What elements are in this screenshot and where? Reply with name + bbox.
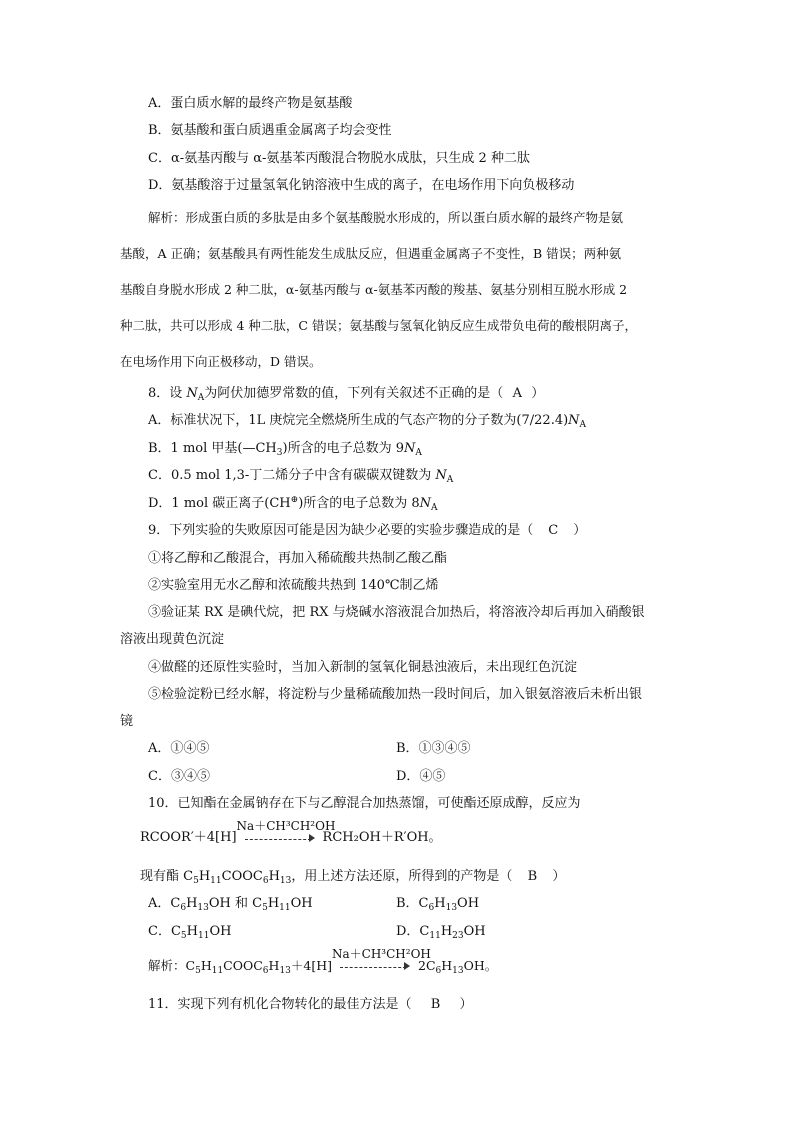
q8-stem: 8．设 $N_A$为阿伏加德罗常数的值，下列有关叙述不正确的是（ A ）: [148, 386, 545, 403]
q9-item-5: ⑤检验淀粉已经水解，将淀粉与少量稀硫酸加热一段时间后，加入银氨溶液后未析出银: [148, 687, 643, 702]
q7-explanation-line-5: 在电场作用下向正极移动，D 错误。: [120, 354, 322, 369]
q7-option-a: A．蛋白质水解的最终产物是氨基酸: [148, 96, 353, 111]
q9-item-5-cont: 镜: [120, 714, 134, 729]
q7-option-b: B．氨基酸和蛋白质遇重金属离子均会变性: [148, 123, 392, 138]
q11-stem: 11．实现下列有机化合物转化的最佳方法是（ B ）: [148, 997, 473, 1012]
q9-item-3: ③验证某 RX 是碘代烷，把 RX 与烧碱水溶液混合加热后，将溶液冷却后再加入硝酸银: [148, 605, 645, 620]
q7-explanation-line-2: 基酸，A 正确；氨基酸具有两性能发生成肽反应，但遇重金属离子不变性，B 错误；两种氨: [120, 246, 622, 261]
q10-equation: RCOOR′＋4[H] Na＋CH³CH²OH RCH₂OH＋R′OH。: [140, 819, 442, 845]
q9-option-d: D．④⑤: [396, 769, 446, 784]
q7-explanation-line-4: 种二肽，共可以形成 4 种二肽，C 错误；氨基酸与氢氧化钠反应生成带负电荷的酸根阴离子，: [120, 318, 637, 333]
q9-answer: C: [548, 523, 559, 538]
q8-option-c: C．0.5 mol 1,3-丁二烯分子中含有碳碳双键数为 $N_A$: [148, 468, 454, 485]
explanation-reaction-condition: Na＋CH³CH²OH: [332, 947, 431, 961]
q11-answer: B: [430, 997, 441, 1012]
q7-option-c: C．α-氨基丙酸与 α-氨基苯丙酸混合物脱水成肽，只生成 2 种二肽: [148, 151, 530, 166]
q9-item-3-cont: 溶液出现黄色沉淀: [120, 632, 225, 647]
q9-option-c: C．③④⑤: [148, 769, 210, 784]
q10-question: 现有酯 $C_5H_{11}COOC_6H_{13}$，用上述方法还原，所得到的产物是（ B ）: [140, 869, 566, 886]
explanation-reaction-arrow: [332, 947, 431, 974]
q10-option-d: D．$C_{11}H_{23}OH$: [396, 924, 486, 941]
q8-option-a: A．标准状况下，1L 庚烷完全燃烧所生成的气态产物的分子数为$(7/22.4)N_A$: [148, 413, 587, 430]
q8-option-b: B．1 mol 甲基$(—CH_3)$所含的电子总数为 $9N_A$: [148, 441, 422, 458]
q10-stem: 10．已知酯在金属钠存在下与乙醇混合加热蒸馏，可使酯还原成醇，反应为: [148, 796, 581, 811]
q7-option-d: D．氨基酸溶于过量氢氧化钠溶液中生成的离子，在电场作用下向负极移动: [148, 178, 575, 193]
reaction-condition: Na＋CH³CH²OH: [236, 819, 336, 833]
q10-explanation: 解析：$C_5H_{11}COOC_6H_{13}+4[H]$ Na＋CH³CH²OH $2C_6H_{13}OH$。: [148, 947, 498, 976]
arrow-head-icon: [404, 962, 410, 970]
q8-answer: A: [512, 386, 522, 401]
q10-answer: B: [527, 869, 538, 884]
q9-option-a: A．①④⑤: [148, 741, 210, 756]
q9-stem: 9．下列实验的失败原因可能是因为缺少必要的实验步骤造成的是（ C ）: [148, 523, 587, 538]
q10-option-b: B．$C_6H_{13}OH$: [396, 896, 480, 913]
q7-explanation-line-1: 解析：形成蛋白质的多肽是由多个氨基酸脱水形成的，所以蛋白质水解的最终产物是氨: [148, 210, 624, 225]
reaction-arrow: [236, 819, 336, 846]
q9-item-2: ②实验室用无水乙醇和浓硫酸共热到 140℃制乙烯: [148, 578, 439, 593]
q7-explanation-line-3: 基酸自身脱水形成 2 种二肽，α-氨基丙酸与 α-氨基苯丙酸的羧基、氨基分别相互脱水形成 2: [120, 282, 628, 297]
q9-item-4: ④做醛的还原性实验时，当加入新制的氢氧化铜悬浊液后，未出现红色沉淀: [148, 660, 578, 675]
arrow-head-icon: [309, 834, 315, 842]
q9-item-1: ①将乙醇和乙酸混合，再加入稀硫酸共热制乙酸乙酯: [148, 551, 448, 566]
q9-option-b: B．①③④⑤: [396, 741, 471, 756]
q10-option-a: A．$C_6H_{13}OH$ 和 $C_5H_{11}OH$: [148, 896, 313, 913]
q8-option-d: D．1 mol 碳正离子(CH⊕)所含的电子总数为 $8N_A$: [148, 495, 438, 513]
q10-option-c: C．$C_5H_{11}OH$: [148, 924, 232, 941]
